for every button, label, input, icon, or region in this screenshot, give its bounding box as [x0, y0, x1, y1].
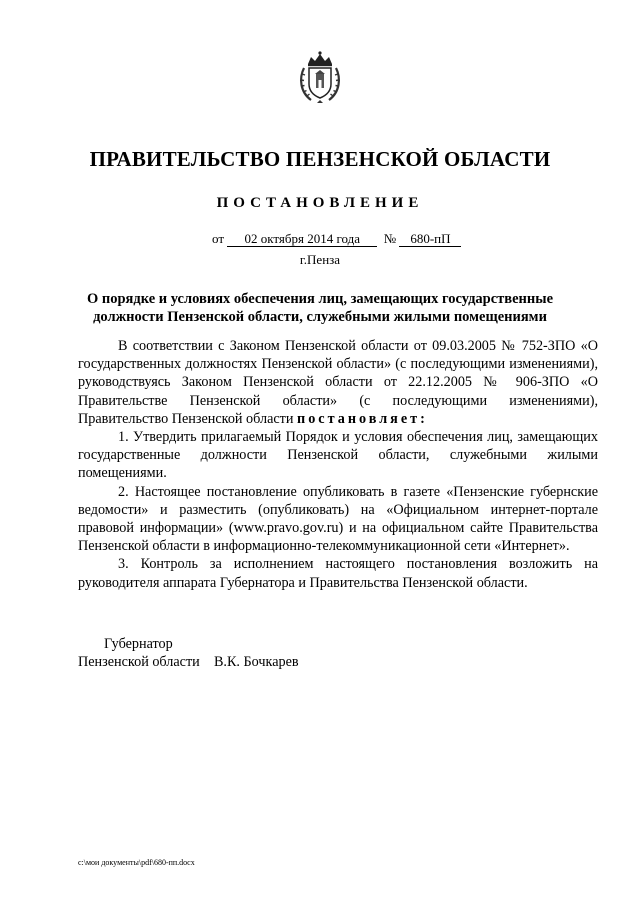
- item-1: 1. Утвердить прилагаемый Порядок и условия обеспечения лиц, замещающих государственные должности Пензенской области, служебными жилыми помещениями.: [78, 429, 598, 482]
- number-prefix: №: [383, 231, 397, 246]
- document-type: ПОСТАНОВЛЕНИЕ: [216, 195, 424, 211]
- document-subject: О порядке и условиях обеспечения лиц, замещающих государственные должности Пензенской области, служебными жилыми помещениями: [86, 291, 554, 325]
- item-2: 2. Настоящее постановление опубликовать в газете «Пензенские губернские ведомости» и разместить (опубликовать) на «Официальном интернет-портале правовой информации» (www.pravo.gov.ru) и на официальном сайте Правительства Пензенской области в информационно-телекоммуникационной сети «Интернет».: [78, 483, 598, 555]
- signatory-name: В.К. Бочкарев: [213, 654, 299, 670]
- intro-text: В соответствии с Законом Пензенской области от 09.03.2005 № 752-ЗПО «О государственных должностях Пензенской области» (с последующими изменениями), руководствуясь Законом Пензенской области от 22.12.2005 № 906-ЗПО «О Правительстве Пензенской области» (с последующими изменениями), Правительство Пензенской области: [78, 338, 598, 427]
- file-path: c:\мои документы\pdf\680-пп.docx: [78, 858, 195, 867]
- signatory-region: Пензенской области: [78, 654, 200, 670]
- date-prefix: от: [212, 231, 225, 246]
- date-number-line: [212, 231, 461, 247]
- document-number: 680-пП: [399, 231, 461, 247]
- city: г.Пенза: [299, 252, 341, 267]
- document-date: 02 октября 2014 года: [227, 231, 377, 247]
- resolves-word: постановляет:: [297, 410, 428, 427]
- signatory-title: Губернатор: [104, 636, 173, 652]
- organization-title: ПРАВИТЕЛЬСТВО ПЕНЗЕНСКОЙ ОБЛАСТИ: [89, 147, 551, 171]
- item-3: 3. Контроль за исполнением настоящего постановления возложить на руководителя аппарата Губернатора и Правительства Пензенской области.: [78, 556, 598, 591]
- intro-paragraph: [78, 337, 598, 428]
- document-body: [78, 337, 598, 592]
- signatory-line: [78, 654, 299, 671]
- coat-of-arms-icon: [296, 50, 344, 104]
